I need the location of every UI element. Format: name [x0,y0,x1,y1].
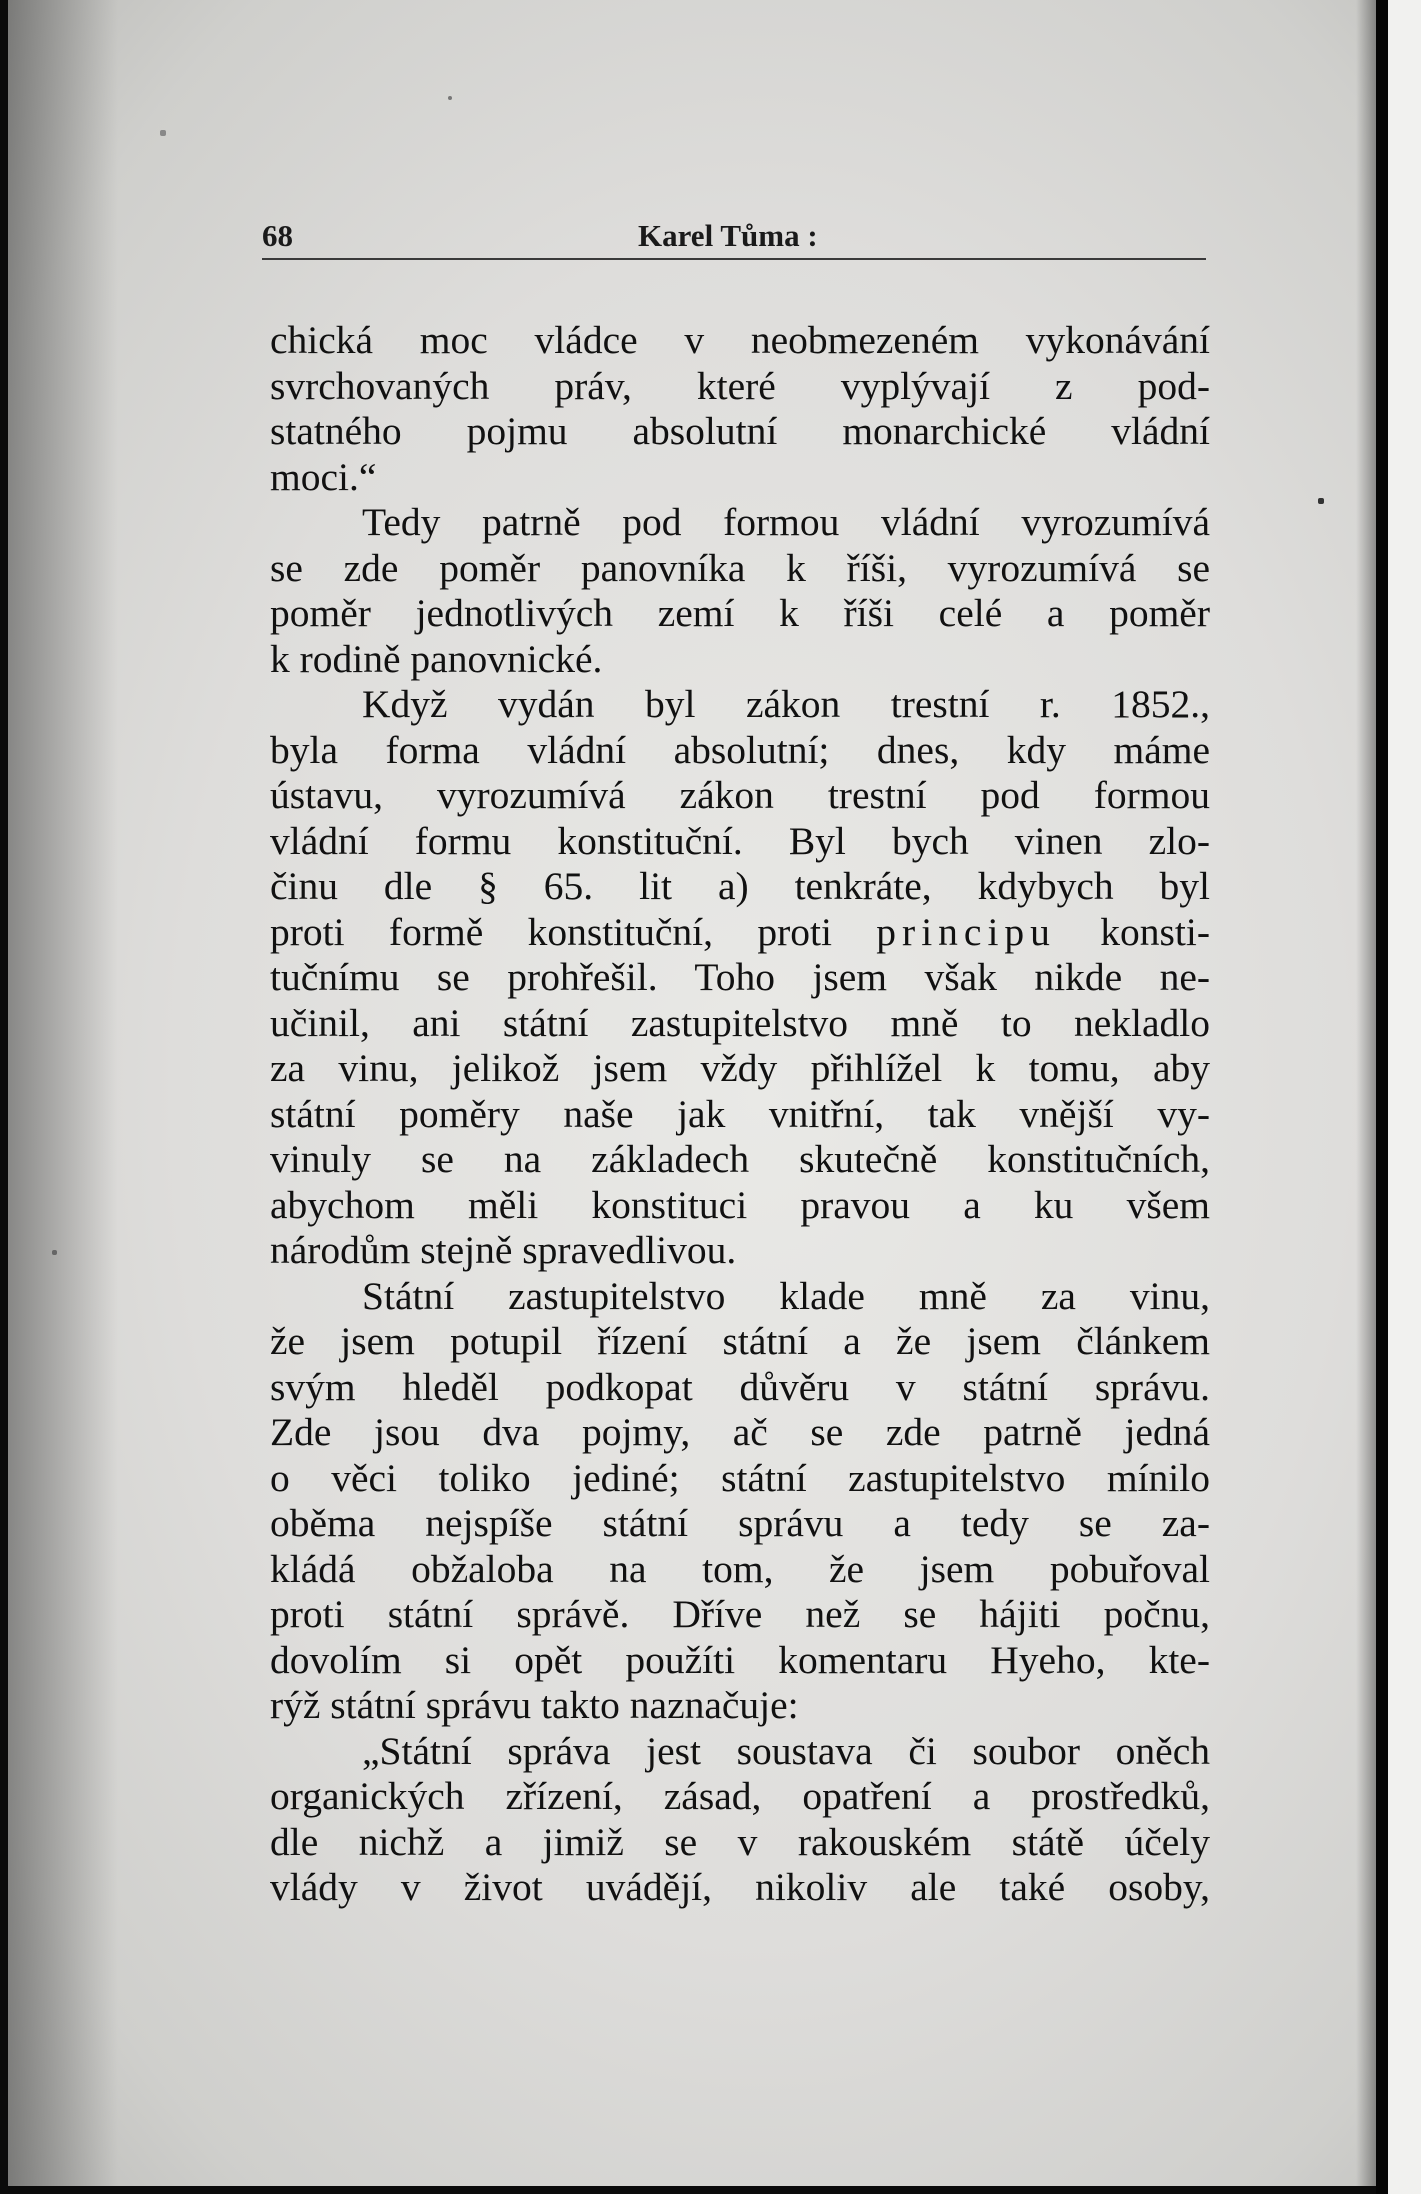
text-line: Když vydán byl zákon trestní r. 1852., [362,682,1210,726]
text-line: chická moc vládce v neobmezeném vykonávání [270,318,1210,362]
text-fragment: konsti- [1055,909,1210,954]
scan-speck [448,96,452,100]
text-line: vládní formu konstituční. Byl bych vinen zlo- [270,818,1210,863]
text-line: učinil, ani státní zastupitelstvo mně to nekladlo [270,1000,1210,1045]
text-line: „Státní správa jest soustava či soubor oněch [362,1728,1210,1773]
text-line: organických zřízení, zásad, opatření a prostředků, [270,1774,1210,1818]
text-line: činu dle § 65. lit a) tenkráte, kdybych byl [270,864,1210,908]
text-line: vlády v život uvádějí, nikoliv ale také osoby, [270,1865,1210,1909]
text-line: k rodině panovnické. [270,636,603,681]
text-line: poměr jednotlivých zemí k říši celé a poměr [270,591,1210,635]
scan-speck [1318,498,1324,504]
text-line: statného pojmu absolutní monarchické vládní [270,409,1210,453]
text-line: tučnímu se prohřešil. Toho jsem však nikde ne- [270,955,1210,999]
text-line: dovolím si opět použíti komentaru Hyeho, kte- [270,1637,1210,1682]
running-title: Karel Tůma : [638,218,818,253]
text-line: byla forma vládní absolutní; dnes, kdy máme [270,727,1210,772]
header-rule [262,258,1206,260]
body-text [270,318,1210,1911]
text-line: svým hleděl podkopat důvěru v státní správu. [270,1364,1210,1409]
text-line: národům stejně spravedlivou. [270,1228,737,1272]
text-line: státní poměry naše jak vnitřní, tak vnější vy- [270,1091,1210,1136]
scan-speck [52,1250,57,1255]
text-line: že jsem potupil řízení státní a že jsem článkem [270,1319,1210,1363]
text-line: za vinu, jelikož jsem vždy přihlížel k tomu, aby [270,1046,1210,1090]
text-line: se zde poměr panovníka k říši, vyrozumívá se [270,545,1210,590]
text-line: abychom měli konstituci pravou a ku všem [270,1182,1210,1227]
text-line: proti státní správě. Dříve než se hájiti počnu, [270,1592,1210,1636]
text-line: rýž státní správu takto naznačuje: [270,1683,799,1727]
binding-edge [1376,0,1388,2194]
text-line: kládá obžaloba na tom, že jsem pobuřoval [270,1546,1210,1591]
emphasized-word: principu [876,909,1056,954]
page-edge-shadow [1356,0,1376,2186]
text-line: Státní zastupitelstvo klade mně za vinu, [362,1273,1210,1318]
text-line: Zde jsou dva pojmy, ač se zde patrně jedná [270,1410,1210,1454]
scan-speck [160,130,166,136]
next-page-edge [1388,0,1421,2194]
text-line: svrchovaných práv, které vyplývají z pod- [270,363,1210,408]
text-line: o věci toliko jediné; státní zastupitelstvo mínilo [270,1455,1210,1500]
text-line: moci.“ [270,454,377,499]
text-line: Tedy patrně pod formou vládní vyrozumívá [362,500,1210,544]
text-line: ústavu, vyrozumívá zákon trestní pod formou [270,773,1210,817]
running-head [262,214,1206,258]
text-fragment: proti formě konstituční, proti [270,909,877,954]
text-line: oběma nejspíše státní správu a tedy se za- [270,1501,1210,1545]
page-number: 68 [262,218,293,253]
text-line: vinuly se na základech skutečně konstitučních, [270,1137,1210,1181]
text-line-with-emphasis [270,910,1210,956]
text-line: dle nichž a jimiž se v rakouském státě účely [270,1819,1210,1864]
gutter-shadow [8,0,118,2186]
